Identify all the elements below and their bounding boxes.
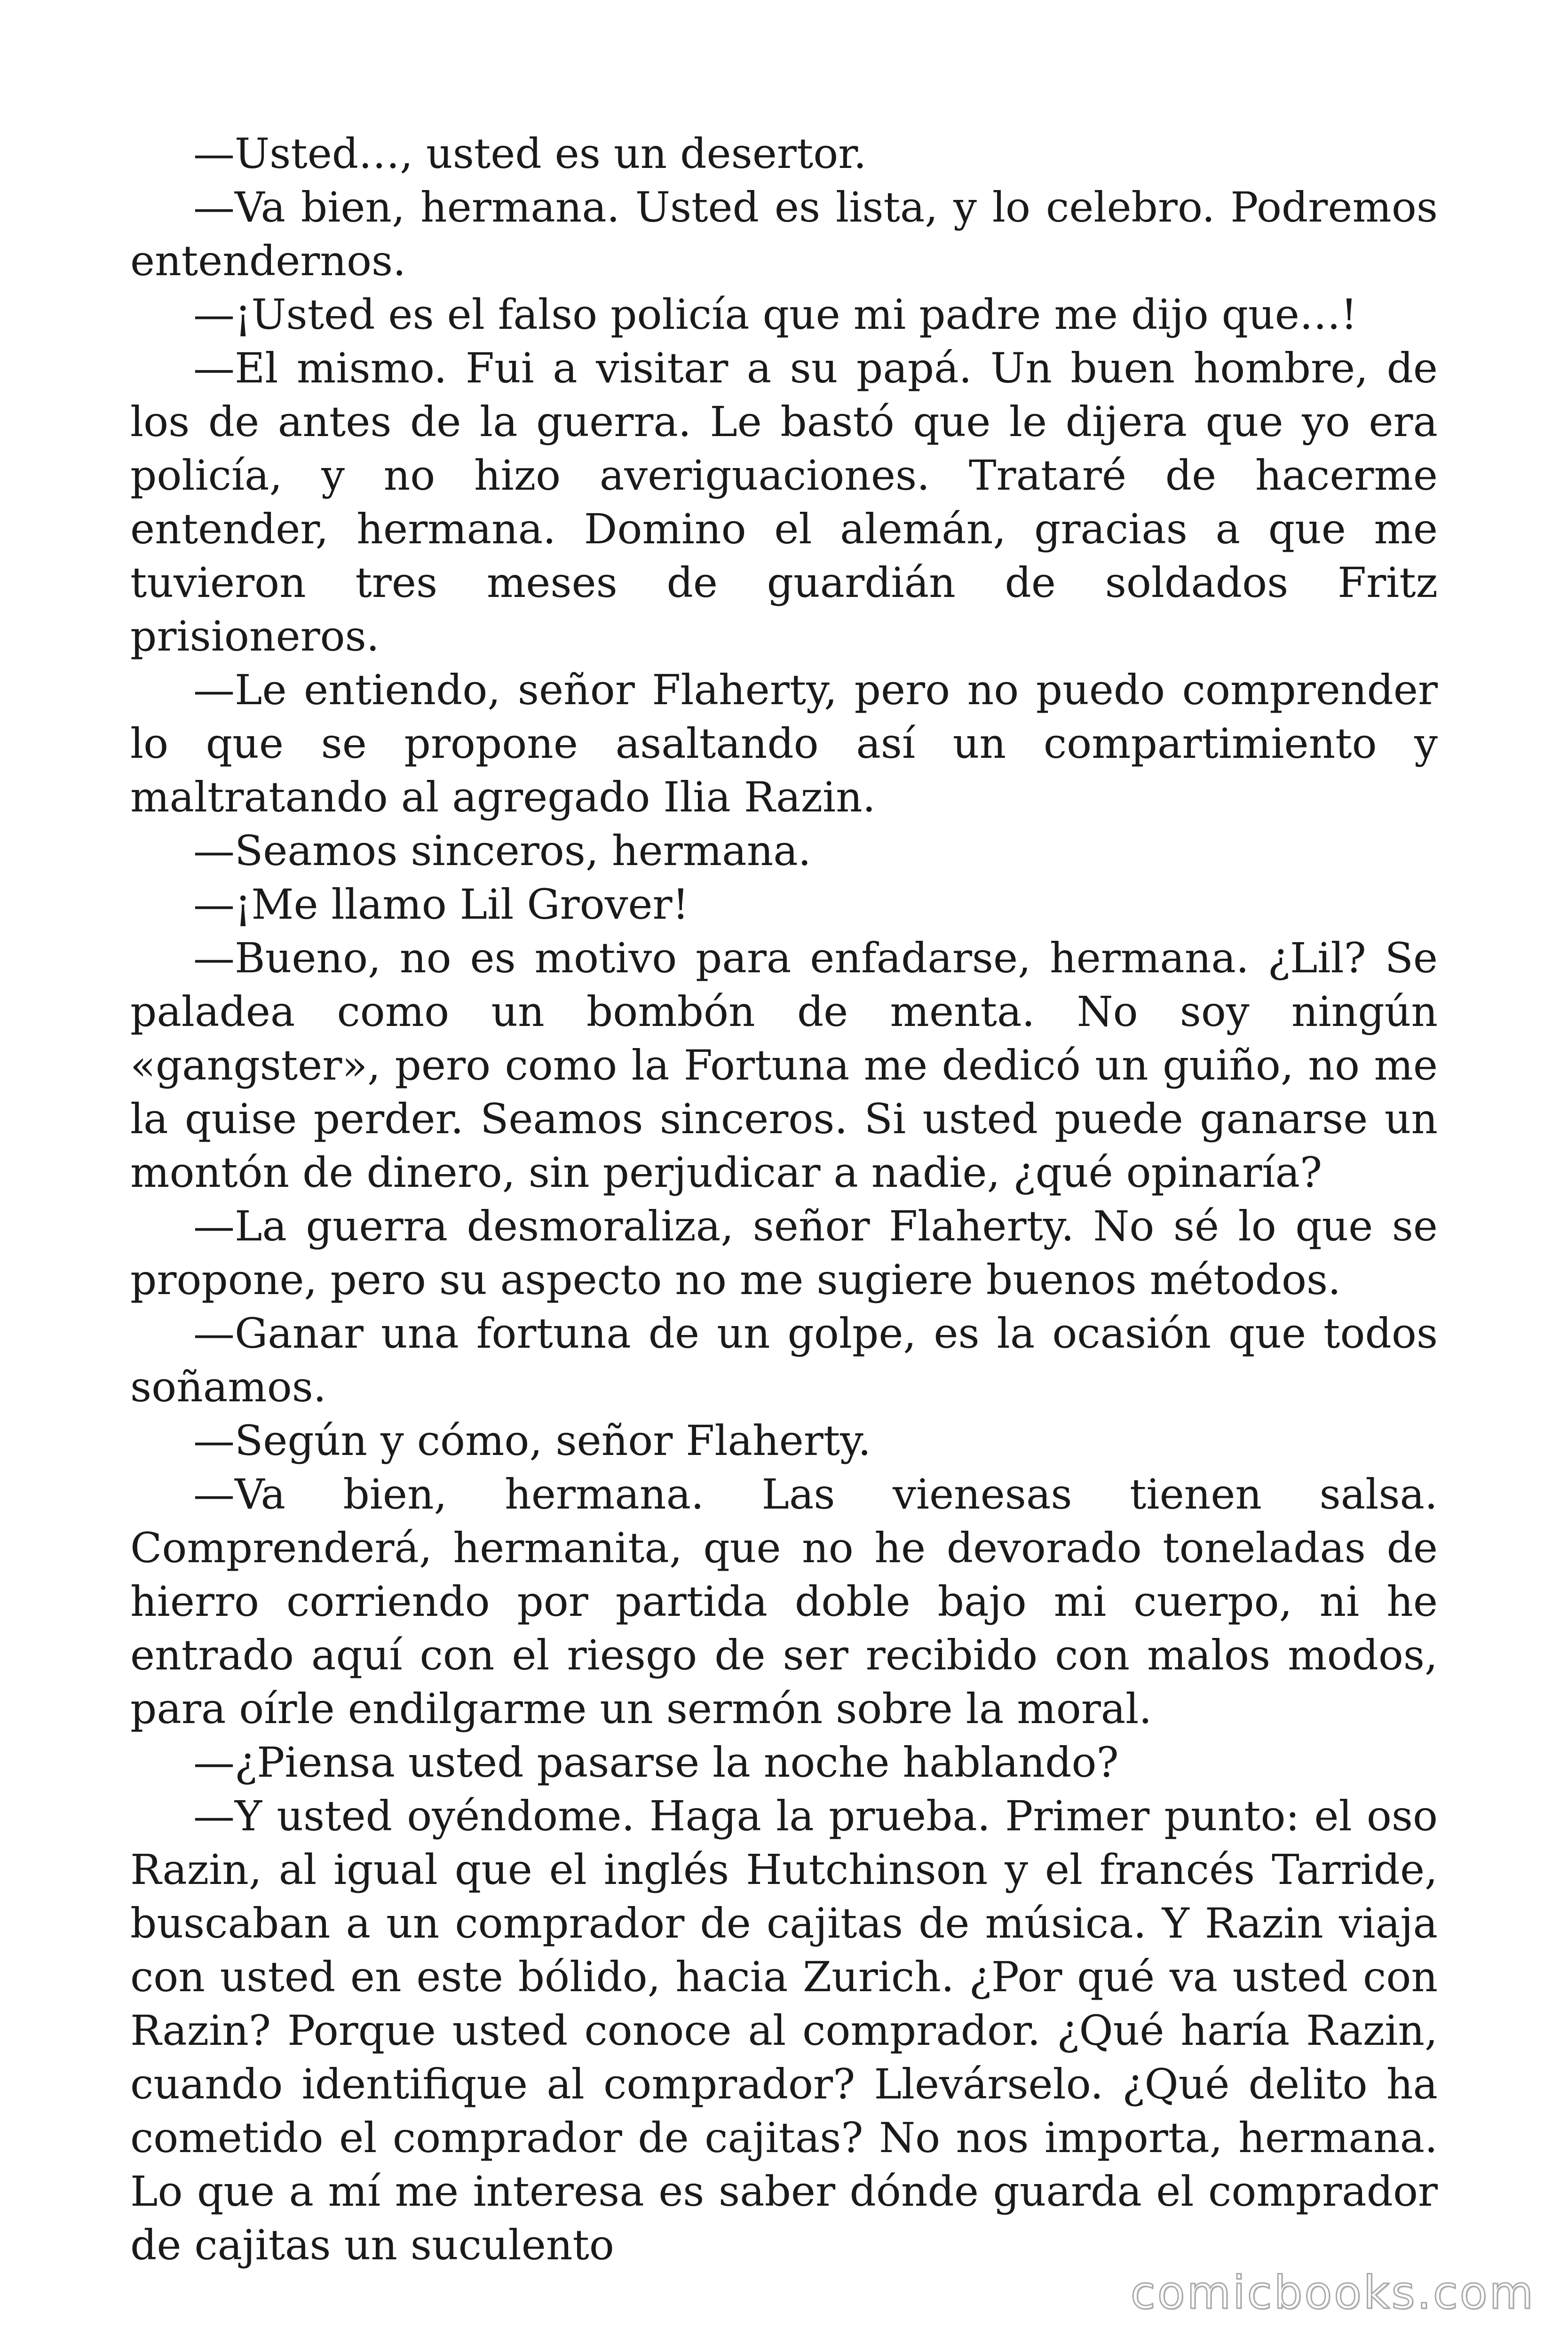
paragraph: —La guerra desmoraliza, señor Flaherty. No sé lo que se propone, pero su aspecto no me sugiere buenos métodos.: [130, 1202, 1438, 1304]
paragraph: —Va bien, hermana. Las vienesas tienen salsa. Comprenderá, hermanita, que no he devorado toneladas de hierro corriendo por partida doble bajo mi cuerpo, ni he entrado aquí con el riesgo de ser recibido con malos modos, para oírle endilgarme un sermón sobre la moral.: [130, 1470, 1438, 1733]
paragraph: —Y usted oyéndome. Haga la prueba. Primer punto: el oso Razin, al igual que el inglés Hutchinson y el francés Tarride, buscaban a un comprador de cajitas de música. Y Razin viaja con usted en este bólido, hacia Zurich. ¿Por qué va usted con Razin? Porque usted conoce al comprador. ¿Qué haría Razin, cuando identifique al comprador? Llevárselo. ¿Qué delito ha cometido el comprador de cajitas? No nos importa, hermana. Lo que a mí me interesa es saber dónde guarda el comprador de cajitas un suculento: [130, 1792, 1438, 2269]
paragraph: —El mismo. Fui a visitar a su papá. Un buen hombre, de los de antes de la guerra. Le bastó que le dijera que yo era policía, y no hizo averiguaciones. Trataré de hacerme entender, hermana. Domino el alemán, gracias a que me tuvieron tres meses de guardián de soldados Fritz prisioneros.: [130, 344, 1438, 660]
paragraph: —Usted…, usted es un desertor.: [193, 129, 867, 178]
paragraph: —Seamos sinceros, hermana.: [193, 826, 811, 875]
page-body: [130, 127, 1438, 2272]
paragraph: —¿Piensa usted pasarse la noche hablando?: [193, 1738, 1119, 1787]
watermark: comicbooks.com: [1130, 2266, 1535, 2319]
paragraph: —Ganar una fortuna de un golpe, es la ocasión que todos soñamos.: [130, 1309, 1438, 1411]
paragraph: —Según y cómo, señor Flaherty.: [193, 1416, 871, 1465]
paragraph: —¡Usted es el falso policía que mi padre me dijo que…!: [193, 290, 1358, 339]
paragraph: —Le entiendo, señor Flaherty, pero no puedo comprender lo que se propone asaltando así un compartimiento y maltratando al agregado Ilia Razin.: [130, 666, 1438, 821]
paragraph: —Va bien, hermana. Usted es lista, y lo celebro. Podremos entendernos.: [130, 183, 1438, 285]
paragraph: —Bueno, no es motivo para enfadarse, hermana. ¿Lil? Se paladea como un bombón de menta. No soy ningún «gangster», pero como la Fortuna me dedicó un guiño, no me la quise perder. Seamos sinceros. Si usted puede ganarse un montón de dinero, sin perjudicar a nadie, ¿qué opinaría?: [130, 934, 1438, 1197]
paragraph: —¡Me llamo Lil Grover!: [193, 880, 689, 929]
